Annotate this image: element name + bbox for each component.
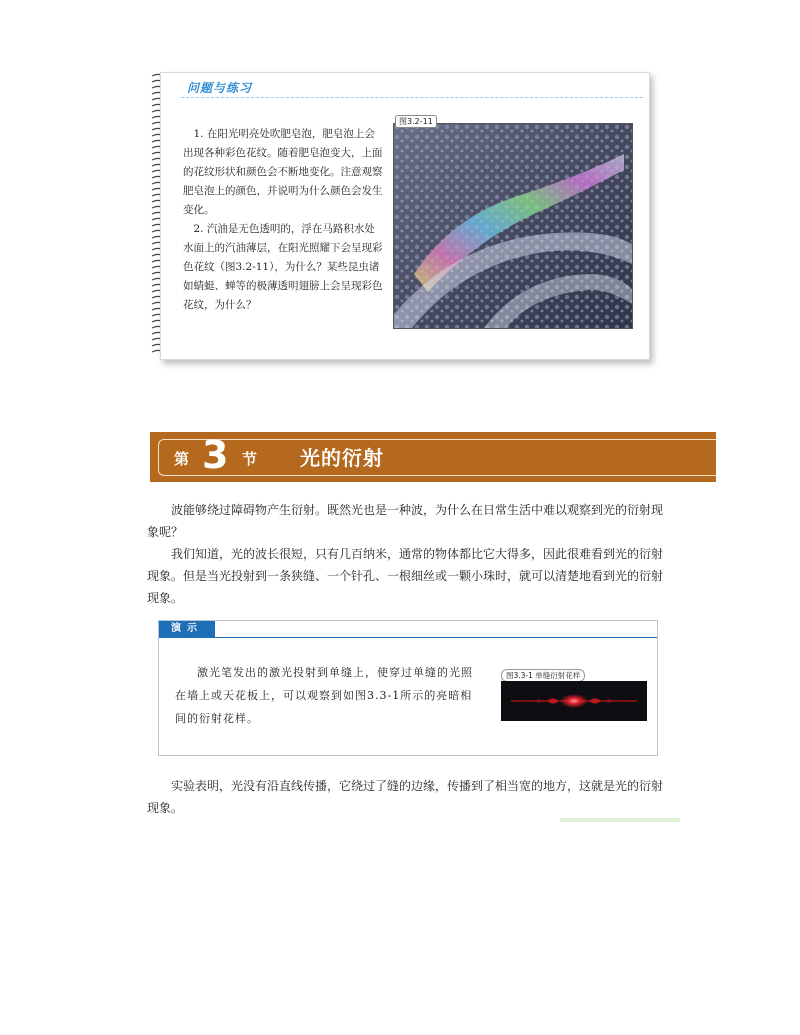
diffraction-pattern-image: [501, 681, 647, 721]
oil-film-photo: [393, 123, 633, 329]
demo-text: 激光笔发出的激光投射到单缝上，使穿过单缝的光照在墙上或天花板上，可以观察到如图3.3-1所示的亮暗相间的衍射花样。: [175, 666, 473, 725]
laser-figure-label: 图3.3-1 单缝衍射花样: [501, 669, 585, 682]
demo-tab: 演示: [159, 621, 215, 637]
decorative-stripe: [560, 818, 680, 822]
paragraph-3: 实验表明，光没有沿直线传播，它绕过了缝的边缘，传播到了相当宽的地方，这就是光的衍射现象。: [147, 779, 664, 815]
exercise-title: 问题与练习: [187, 81, 253, 95]
exercise-list: [183, 125, 383, 315]
section-number: 3: [202, 433, 229, 477]
paragraph-2: 我们知道，光的波长很短，只有几百纳米，通常的物体都比它大得多，因此很难看到光的衍射现象。但是当光投射到一条狭缝、一个针孔、一根细丝或一颗小珠时，就可以清楚地看到光的衍射现象。: [147, 547, 664, 605]
demo-header-bar: [159, 621, 657, 638]
title-divider: [181, 97, 643, 98]
section-prefix: 第: [174, 450, 190, 468]
section-header: [150, 432, 716, 482]
demo-box: [158, 620, 658, 756]
exercise-card: [160, 72, 650, 360]
section-suffix: 节: [242, 450, 258, 468]
exercise-item-1: 1. 在阳光明亮处吹肥皂泡，肥皂泡上会出现各种彩色花纹。随着肥皂泡变大，上面的花纹形状和颜色会不断地变化。注意观察肥皂泡上的颜色，并说明为什么颜色会发生变化。: [183, 128, 383, 216]
paragraph-1: 波能够绕过障碍物产生衍射。既然光也是一种波，为什么在日常生活中难以观察到光的衍射现象呢？: [147, 503, 664, 539]
section-title: 光的衍射: [300, 446, 384, 470]
exercise-item-2: 2. 汽油是无色透明的，浮在马路积水处水面上的汽油薄层，在阳光照耀下会呈现彩色花纹（图3.2-11），为什么？某些昆虫诸如蜻蜓、蝉等的极薄透明翅膀上会呈现彩色花纹，为什么？: [183, 223, 383, 311]
figure-label: 图3.2-11: [395, 115, 437, 128]
